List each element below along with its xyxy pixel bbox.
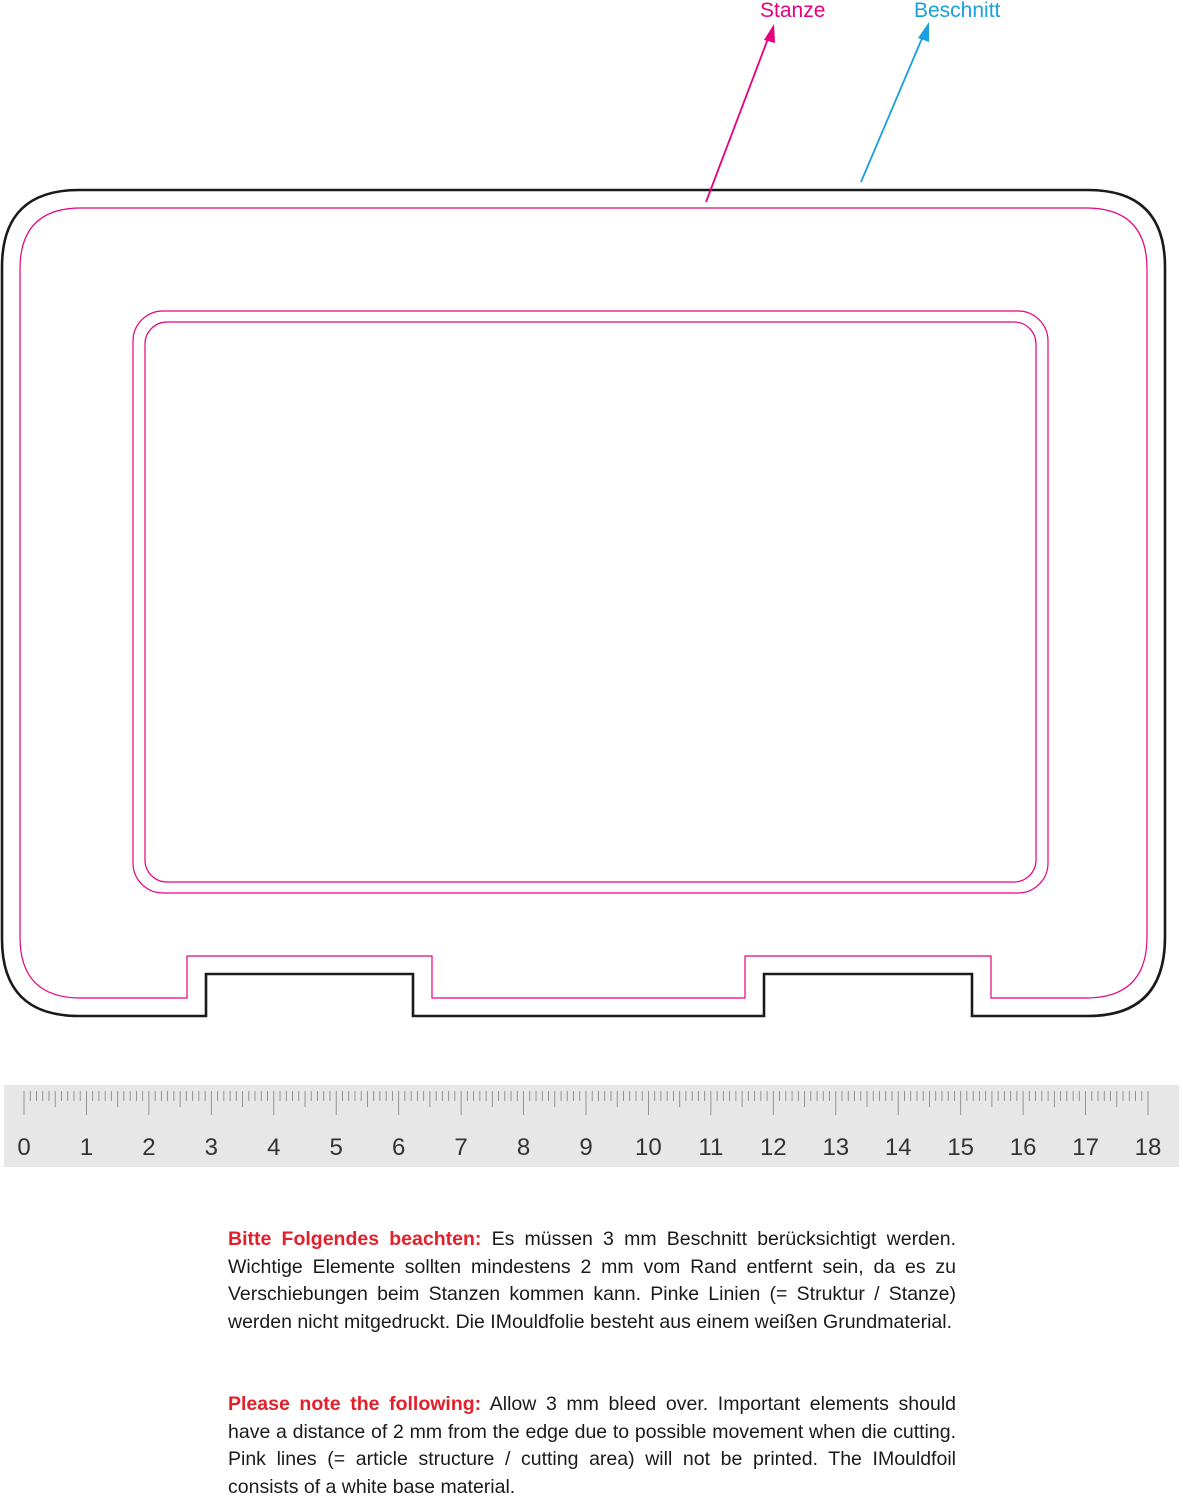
diecut-outline [20,208,1147,998]
ruler-number: 10 [635,1134,662,1161]
ruler-number: 17 [1072,1134,1099,1161]
ruler-number: 2 [142,1134,156,1161]
ruler-number: 7 [454,1134,468,1161]
bleed-outline [2,190,1165,1016]
note-german [228,1226,956,1336]
beschnitt-label: Beschnitt [914,0,1001,22]
ruler-number: 11 [698,1134,724,1161]
ruler-number: 0 [17,1134,31,1161]
ruler-number: 14 [884,1134,912,1161]
stanze-arrow-line [706,36,769,202]
stanze-arrowhead [764,24,775,43]
note-english-body: Allow 3 mm bleed over. Important elements should have a distance of 2 mm from the edge due to possible movement when die cutting. Pink lines (= article structure / cutting area) will not be printed. The IMouldfoil consists of a white base material. [228,1393,957,1498]
stanze-label: Stanze [760,0,826,22]
ruler-number: 9 [579,1134,593,1161]
beschnitt-arrowhead [918,22,929,42]
beschnitt-arrow-line [861,36,923,182]
note-english-lead: Please note the following: [228,1393,482,1415]
ruler-number: 4 [267,1134,281,1161]
ruler-number: 6 [392,1134,406,1161]
ruler-number: 8 [516,1134,531,1161]
inner-window-inner [145,322,1036,882]
ruler-number: 15 [947,1134,975,1161]
inner-window-outer [133,311,1048,893]
ruler-number: 5 [329,1134,343,1161]
ruler-number: 3 [204,1134,218,1161]
ruler-number: 1 [79,1134,94,1161]
note-german-body: Es müssen 3 mm Beschnitt berücksichtigt werden. Wichtige Elemente sollten mindestens 2 mm vom Rand entfernt sein, da es zu Verschiebungen beim Stanzen kommen kann. Pinke Linien (= Struktur / Stanze) werden nicht mitgedruckt. Die IMouldfolie besteht aus einem weißen Grundmaterial. [228,1228,957,1333]
ruler-number: 12 [759,1134,787,1161]
note-english [228,1391,956,1501]
ruler-number: 18 [1134,1134,1162,1161]
ruler-number: 13 [822,1134,850,1161]
note-german-lead: Bitte Folgendes beachten: [228,1228,482,1250]
ruler-number: 16 [1009,1134,1037,1161]
